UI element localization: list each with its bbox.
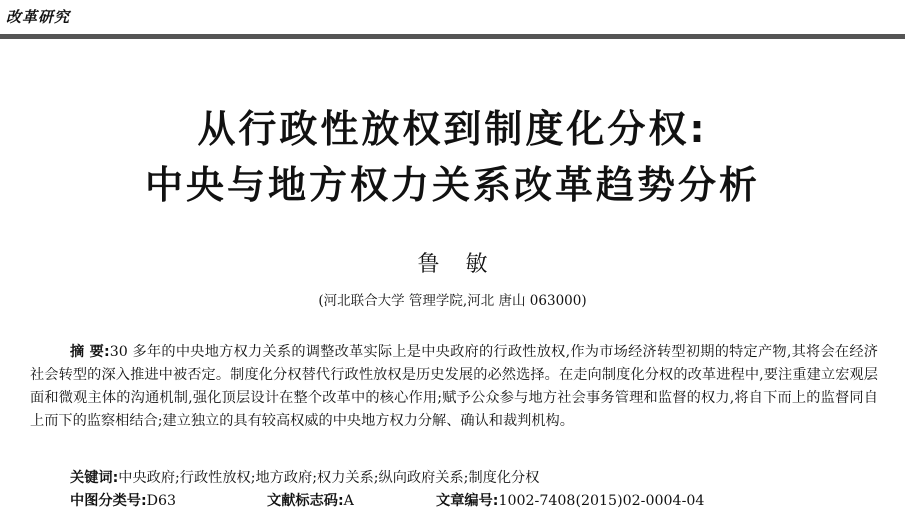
- keywords-text: 中央政府;行政性放权;地方政府;权力关系;纵向政府关系;制度化分权: [118, 470, 540, 486]
- author-affiliation: (河北联合大学 管理学院,河北 唐山 063000): [318, 293, 587, 309]
- keywords-label: 关键词:: [70, 470, 119, 486]
- title-line-2: 中央与地方权力关系改革趋势分析: [144, 163, 760, 207]
- abstract-text: 30 多年的中央地方权力关系的调整改革实际上是中央政府的行政性放权,作为市场经济转型初期的特定产物,其将会在经济社会转型的深入推进中被否定。制度化分权替代行政性放权是历史发展的必然选择。在走向制度化分权的改革进程中,要注重建立宏观层面和微观主体的沟通机制,强化顶层设计在整个改革中的核心作用;赋予公众参与地方社会事务管理和监督的权力,将自下而上的监督同自上而下的监察相结合;建立独立的具有较高权威的中央地方权力分解、确认和裁判机构。: [30, 344, 878, 429]
- article-number: [436, 490, 704, 512]
- author-name: 鲁敏: [417, 252, 514, 277]
- article-number-value: 1002-7408(2015)02-0004-04: [498, 493, 705, 509]
- running-head: 改革研究: [6, 8, 71, 26]
- header-rule: [0, 34, 905, 39]
- document-code: [267, 490, 354, 512]
- abstract-paragraph: [30, 341, 878, 433]
- title-line-1: 从行政性放权到制度化分权:: [197, 107, 708, 151]
- keywords-line: [70, 467, 539, 489]
- clc-label: 中图分类号:: [70, 493, 147, 509]
- abstract-label: 摘 要:: [70, 344, 110, 360]
- clc-value: D63: [146, 493, 177, 509]
- document-code-value: A: [343, 493, 354, 509]
- clc-number: [70, 490, 176, 512]
- document-code-label: 文献标志码:: [267, 493, 344, 509]
- article-number-label: 文章编号:: [436, 493, 499, 509]
